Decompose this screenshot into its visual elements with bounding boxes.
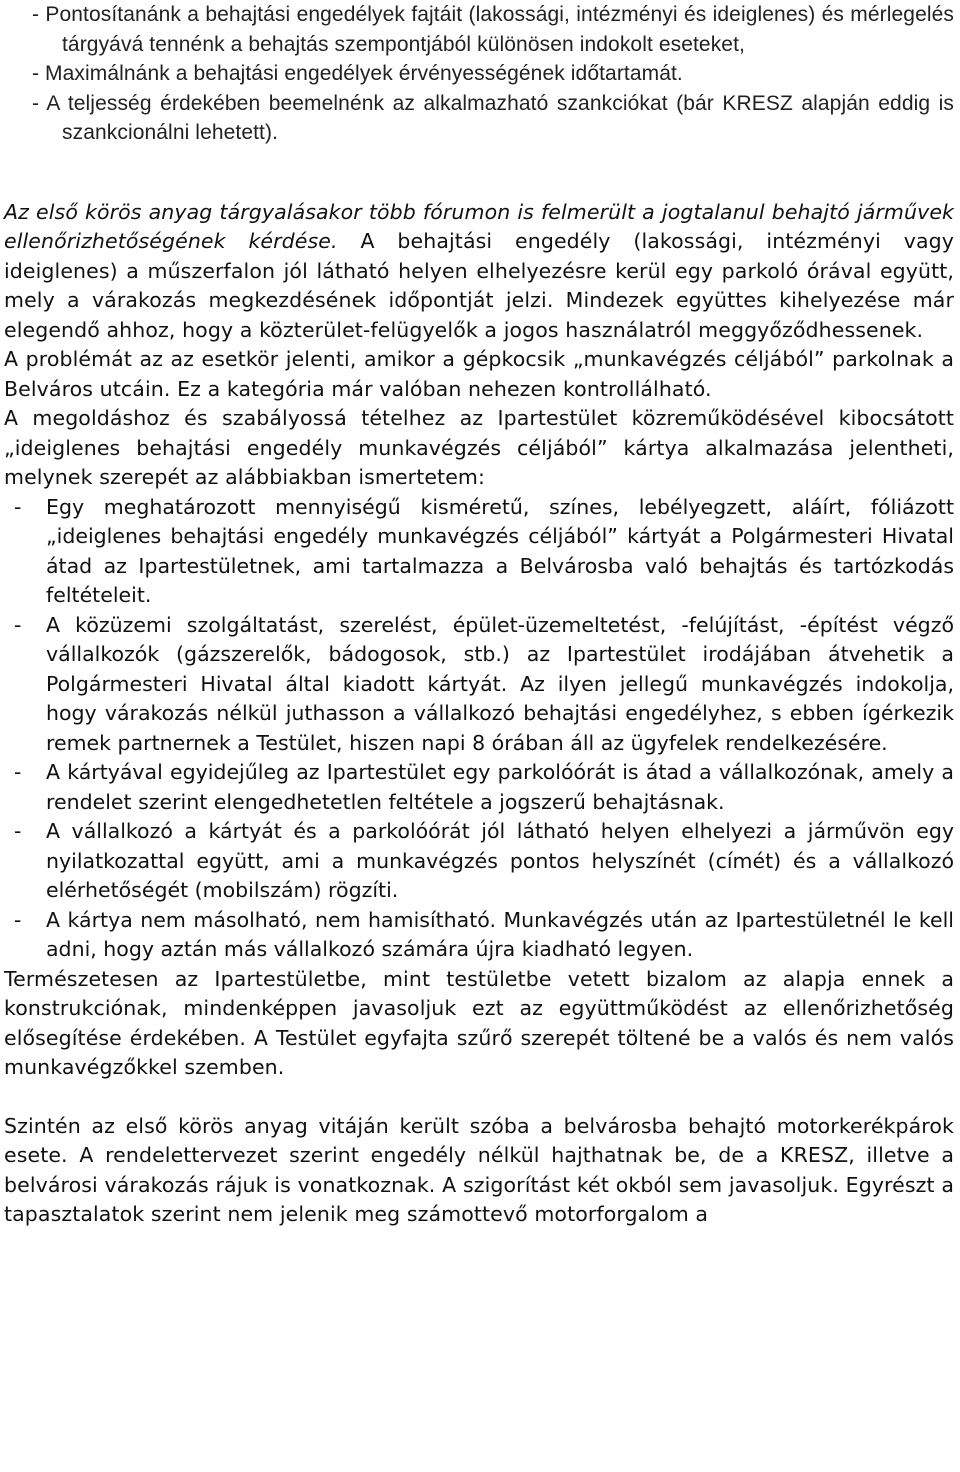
list-item-text: A közüzemi szolgáltatást, szerelést, épület-üzemeltetést, -felújítást, -építést végző vállalkozók (gázszerelők, bádogosok, stb.) az Ipartestület irodájában átvehetik a Polgármesteri Hivatal által kiadott kártyát. Az ilyen jellegű munkavégzés indokolja, hogy várakozás nélkül juthasson a vállalkozó behajtási engedélyhez, s ebben ígérkezik remek partnernek a Testület, hiszen napi 8 órában áll az ügyfelek rendelkezésére. [46,612,954,755]
intro-list-item: - A teljesség érdekében beemelnénk az alkalmazható szankciókat (bár KRESZ alapján eddig is szankcionálni lehetett). [32,91,954,144]
list-dash: - [14,819,22,843]
intro-list-item: - Maximálnánk a behajtási engedélyek érvényességének időtartamát. [32,62,683,85]
list-item [4,906,954,965]
spacer [4,1083,954,1112]
paragraph-verification-text: A behajtási engedély (lakossági, intézményi vagy ideiglenes) a műszerfalon jól látható helyen elhelyezésre kerül egy parkoló órával együtt, mely a várakozás megkezdésének időpontját jelzi. Mindezek együttes kihelyezése már elegendő ahhoz, hogy a közterület-felügyelők a jogos használatról meggyőződhessenek. [4,229,954,342]
list-item-text: A kártya nem másolható, nem hamisítható. Munkavégzés után az Ipartestületnél le kell adni, hogy aztán más vállalkozó számára újra kiadható legyen. [46,907,954,961]
paragraph-trust: Természetesen az Ipartestületbe, mint testületbe vetett bizalom az alapja ennek a konstrukciónak, mindenképpen javasoljuk ezt az együttműködést az ellenőrizhetőség elősegítése érdekében. A Testület egyfajta szűrő szerepét töltené be a valós és nem valós munkavégzőkkel szemben. [4,966,954,1079]
intro-list [4,0,954,148]
list-dash: - [14,494,22,519]
paragraph-problem: A problémát az az esetkör jelenti, amikor a gépkocsik „munkavégzés céljából” parkolnak a Belváros utcáin. Ez a kategória már valóban nehezen kontrollálható. [4,347,954,401]
list-item-text: A vállalkozó a kártyát és a parkolóórát jól látható helyen elhelyezi a járművön egy nyilatkozattal együtt, ami a munkavégzés pontos helyszínét (címét) és a vállalkozó elérhetőségét (mobilszám) rögzíti. [46,819,954,902]
intro-list-item: - Pontosítanánk a behajtási engedélyek fajtáit (lakossági, intézményi és ideiglenes) és mérlegelés tárgyává tennénk a behajtás szempontjából különösen indokolt eseteket, [32,3,954,56]
list-dash: - [14,907,22,932]
card-procedure-list [4,493,954,965]
list-item [4,817,954,906]
list-item-text: A kártyával egyidejűleg az Ipartestület egy parkolóórát is átad a vállalkozónak, amely a rendelet szerint elengedhetetlen feltétele a jogszerű behajtásnak. [46,760,954,814]
list-dash: - [14,760,22,784]
list-dash: - [14,612,22,637]
spacer [4,148,954,177]
list-item-text: Egy meghatározott mennyiségű kisméretű, színes, lebélyegzett, aláírt, fóliázott „ideiglenes behajtási engedély munkavégzés céljából” kártyát a Polgármesteri Hivatal átad az Ipartestületnek, ami tartalmazza a Belvárosba való behajtás és tartózkodás feltételeit. [46,494,954,607]
document-page [4,0,954,1230]
paragraph-verification [4,198,954,346]
paragraph-solution: A megoldáshoz és szabályossá tételhez az Ipartestület közreműködésével kibocsátott „ideiglenes behajtási engedély munkavégzés céljából” kártya alkalmazása jelentheti, melynek szerepét az alábbiakban ismertetem: [4,406,954,489]
paragraph-verification-italic: Az első körös anyag tárgyalásakor több fórumon is felmerült a jogtalanul behajtó járművek ellenőrizhetőségének kérdése. [4,199,954,253]
list-item [4,493,954,611]
list-item [4,611,954,759]
paragraph-motorcycles: Szintén az első körös anyag vitáján került szóba a belvárosba behajtó motorkerékpárok esete. A rendelettervezet szerint engedély nélkül hajthatnak be, de a KRESZ, illetve a belvárosi várakozás rájuk is vonatkoznak. A szigorítást két okból sem javasoljuk. Egyrészt a tapasztalatok szerint nem jelenik meg számottevő motorforgalom a [4,1113,954,1226]
list-item [4,758,954,817]
